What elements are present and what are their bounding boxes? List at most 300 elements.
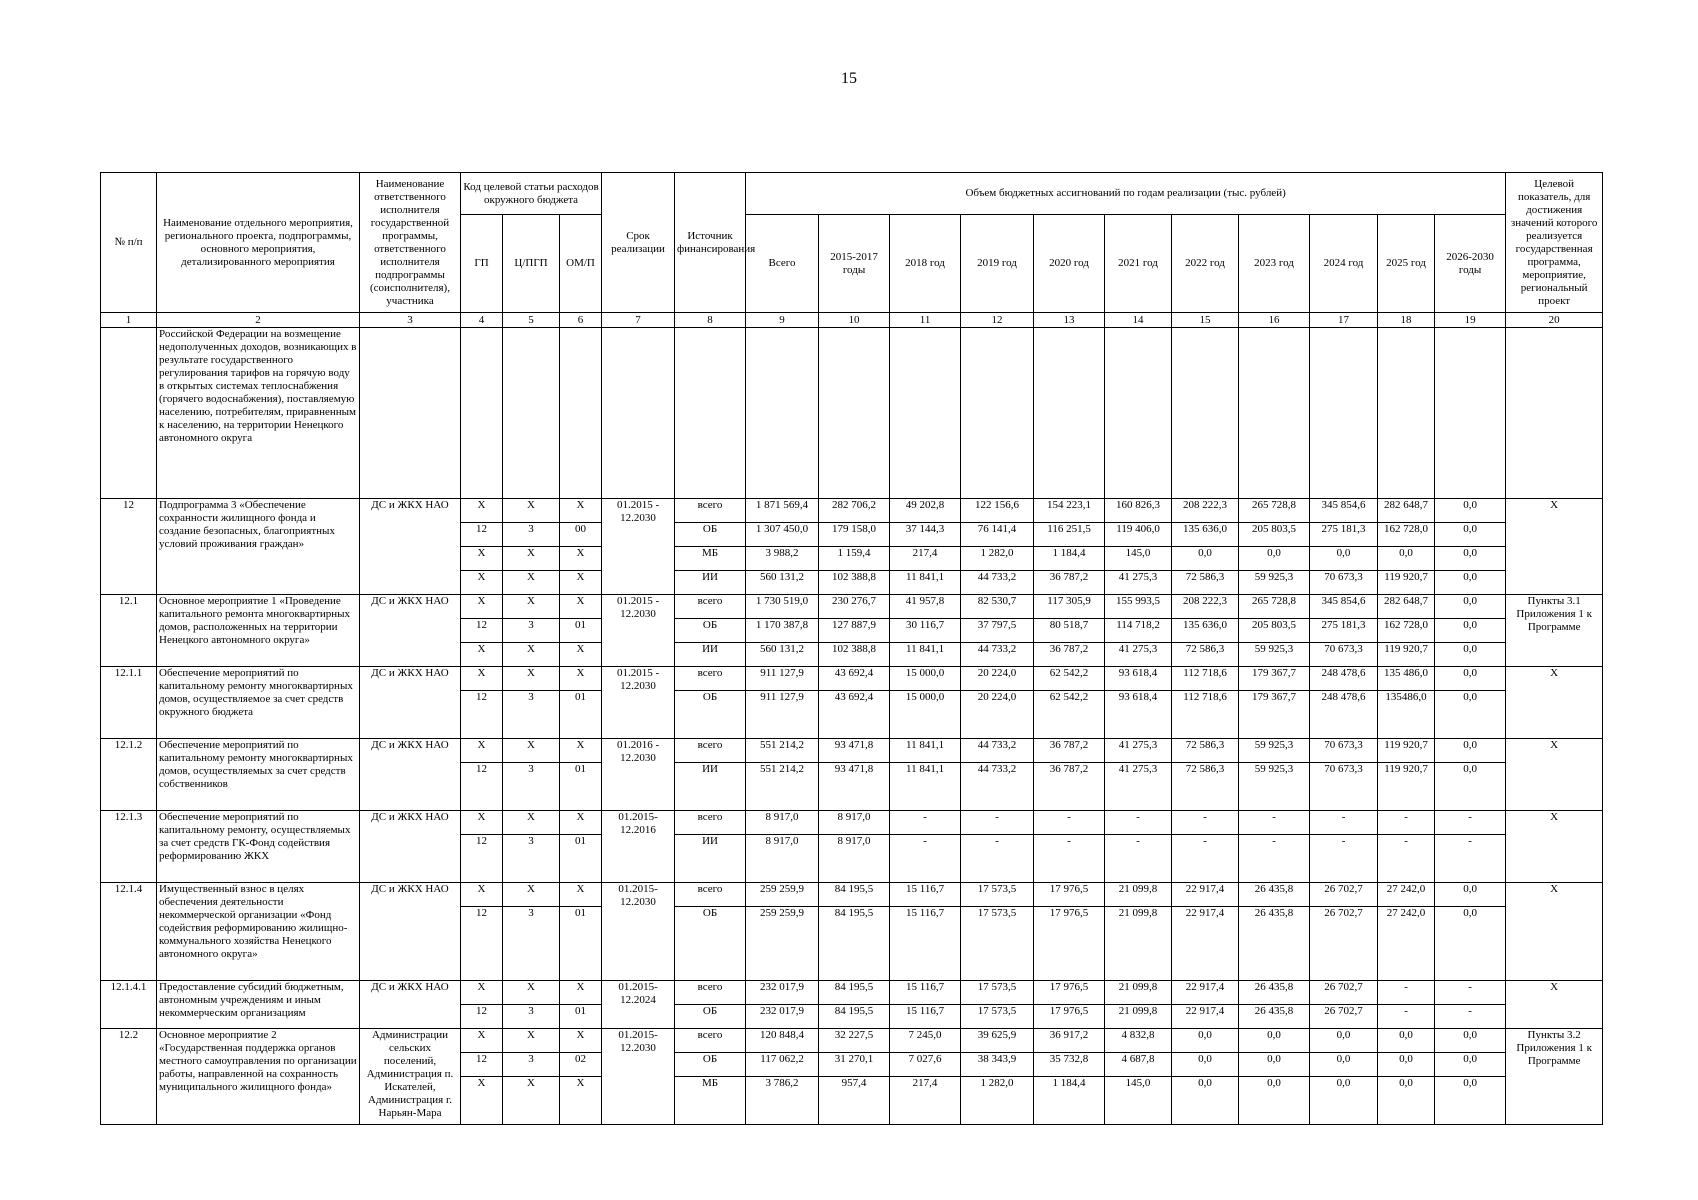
code-omp: Х <box>560 643 602 667</box>
target-indicator: Х <box>1506 499 1603 595</box>
budget-value: 1 184,4 <box>1034 1077 1105 1125</box>
budget-value: 911 127,9 <box>746 667 819 691</box>
budget-value: 0,0 <box>1239 1077 1310 1125</box>
budget-value: 0,0 <box>1435 883 1506 907</box>
table-row <box>101 811 1603 835</box>
budget-value: 93 471,8 <box>819 763 890 811</box>
budget-value: 127 887,9 <box>819 619 890 643</box>
funding-source: ОБ <box>675 523 746 547</box>
budget-value: 265 728,8 <box>1239 595 1310 619</box>
budget-value: - <box>1310 835 1378 883</box>
code-omp: Х <box>560 547 602 571</box>
activity-name: Основное мероприятие 2 «Государственная поддержка органов местного самоуправления по организации работы, направленной на сохранность муниципального жилищного фонда» <box>157 1029 360 1125</box>
row-number: 12.1.2 <box>101 739 157 811</box>
budget-value: 120 848,4 <box>746 1029 819 1053</box>
budget-value: 84 195,5 <box>819 907 890 981</box>
activity-name: Основное мероприятие 1 «Проведение капитального ремонта многоквартирных домов, расположенных на территории Ненецкого автономного округа» <box>157 595 360 667</box>
column-number: 3 <box>360 313 461 328</box>
target-indicator: Пункты 3.1 Приложения 1 к Программе <box>1506 595 1603 667</box>
budget-value: 162 728,0 <box>1378 523 1435 547</box>
budget-value: 0,0 <box>1310 1053 1378 1077</box>
code-cpgp: Х <box>503 1077 560 1125</box>
budget-value: 0,0 <box>1435 523 1506 547</box>
budget-value: 11 841,1 <box>890 571 961 595</box>
budget-value: 26 702,7 <box>1310 1005 1378 1029</box>
table-row <box>101 1029 1603 1053</box>
column-number: 5 <box>503 313 560 328</box>
budget-value: 36 787,2 <box>1034 643 1105 667</box>
budget-value: 179 158,0 <box>819 523 890 547</box>
budget-value: 22 917,4 <box>1172 981 1239 1005</box>
budget-value: 0,0 <box>1172 1077 1239 1125</box>
budget-value: 8 917,0 <box>746 811 819 835</box>
budget-value: 119 920,7 <box>1378 643 1435 667</box>
budget-value: 0,0 <box>1435 667 1506 691</box>
budget-value: 119 406,0 <box>1105 523 1172 547</box>
code-cpgp: 3 <box>503 691 560 739</box>
budget-value: 155 993,5 <box>1105 595 1172 619</box>
budget-value: 62 542,2 <box>1034 691 1105 739</box>
funding-source: ИИ <box>675 763 746 811</box>
budget-value: 17 976,5 <box>1034 907 1105 981</box>
budget-value: 205 803,5 <box>1239 523 1310 547</box>
code-gp: 12 <box>461 907 503 981</box>
budget-value: 43 692,4 <box>819 691 890 739</box>
activity-name: Обеспечение мероприятий по капитальному ремонту многоквартирных домов, осуществляемое за счет средств окружного бюджета <box>157 667 360 739</box>
budget-value: 179 367,7 <box>1239 691 1310 739</box>
budget-value: 0,0 <box>1239 1029 1310 1053</box>
column-number: 14 <box>1105 313 1172 328</box>
code-omp: Х <box>560 571 602 595</box>
funding-source: МБ <box>675 547 746 571</box>
budget-value: 26 435,8 <box>1239 907 1310 981</box>
budget-value: 1 871 569,4 <box>746 499 819 523</box>
header-executor: Наименование ответственного исполнителя государственной программы, ответственного исполнителя подпрограммы (соисполнителя), участника <box>360 173 461 313</box>
budget-value: - <box>1105 835 1172 883</box>
funding-source: ОБ <box>675 1053 746 1077</box>
table-body <box>101 313 1603 1125</box>
budget-value: 17 573,5 <box>961 907 1034 981</box>
executor-name: ДС и ЖКХ НАО <box>360 981 461 1029</box>
budget-value: 0,0 <box>1435 907 1506 981</box>
budget-value: - <box>961 835 1034 883</box>
budget-value: 15 116,7 <box>890 1005 961 1029</box>
budget-value: 551 214,2 <box>746 763 819 811</box>
budget-value: 0,0 <box>1435 643 1506 667</box>
code-cpgp: Х <box>503 981 560 1005</box>
budget-value: 37 797,5 <box>961 619 1034 643</box>
table-row <box>101 595 1603 619</box>
code-gp: Х <box>461 1029 503 1053</box>
budget-value: 36 787,2 <box>1034 763 1105 811</box>
code-cpgp: Х <box>503 811 560 835</box>
budget-value: 72 586,3 <box>1172 763 1239 811</box>
budget-value: - <box>961 811 1034 835</box>
budget-value: 232 017,9 <box>746 1005 819 1029</box>
activity-name: Подпрограмма 3 «Обеспечение сохранности жилищного фонда и создание безопасных, благоприятных условий проживания граждан» <box>157 499 360 595</box>
implementation-period: 01.2016 - 12.2030 <box>602 739 675 811</box>
budget-value: 27 242,0 <box>1378 907 1435 981</box>
code-omp: 02 <box>560 1053 602 1077</box>
budget-value: - <box>1239 835 1310 883</box>
activity-name: Имущественный взнос в целях обеспечения деятельности некоммерческой организации «Фонд содействия реформированию жилищно-коммунального хозяйства Ненецкого автономного округа» <box>157 883 360 981</box>
budget-value: 22 917,4 <box>1172 883 1239 907</box>
code-omp: Х <box>560 981 602 1005</box>
budget-value: 1 170 387,8 <box>746 619 819 643</box>
budget-value: 26 702,7 <box>1310 981 1378 1005</box>
code-omp: Х <box>560 1029 602 1053</box>
budget-value: 93 618,4 <box>1105 691 1172 739</box>
code-omp: Х <box>560 739 602 763</box>
target-indicator: Пункты 3.2 Приложения 1 к Программе <box>1506 1029 1603 1125</box>
budget-value: 41 275,3 <box>1105 571 1172 595</box>
implementation-period: 01.2015- 12.2016 <box>602 811 675 883</box>
code-gp: 12 <box>461 835 503 883</box>
budget-table <box>100 172 1603 1125</box>
row-number: 12.1.4 <box>101 883 157 981</box>
budget-value: 0,0 <box>1310 547 1378 571</box>
header-year: 2026-2030 годы <box>1435 215 1506 313</box>
code-gp: Х <box>461 643 503 667</box>
header-year: 2019 год <box>961 215 1034 313</box>
budget-value: 59 925,3 <box>1239 643 1310 667</box>
budget-value: 248 478,6 <box>1310 691 1378 739</box>
executor-name: ДС и ЖКХ НАО <box>360 811 461 883</box>
budget-value: 154 223,1 <box>1034 499 1105 523</box>
budget-value: 0,0 <box>1435 739 1506 763</box>
code-omp: 01 <box>560 691 602 739</box>
budget-value: 17 573,5 <box>961 1005 1034 1029</box>
budget-value: 17 976,5 <box>1034 981 1105 1005</box>
code-omp: 01 <box>560 619 602 643</box>
budget-value: 93 471,8 <box>819 739 890 763</box>
budget-value: 208 222,3 <box>1172 499 1239 523</box>
budget-value: 44 733,2 <box>961 739 1034 763</box>
executor-name: ДС и ЖКХ НАО <box>360 499 461 595</box>
budget-value: - <box>1105 811 1172 835</box>
budget-value: 1 307 450,0 <box>746 523 819 547</box>
code-gp: 12 <box>461 691 503 739</box>
budget-value: 27 242,0 <box>1378 883 1435 907</box>
column-number: 20 <box>1506 313 1603 328</box>
funding-source: ОБ <box>675 907 746 981</box>
budget-value: 1 159,4 <box>819 547 890 571</box>
code-gp: Х <box>461 739 503 763</box>
column-number: 9 <box>746 313 819 328</box>
code-cpgp: 3 <box>503 763 560 811</box>
table-row <box>101 499 1603 523</box>
header-period: Срок реализации <box>602 173 675 313</box>
implementation-period: 01.2015 - 12.2030 <box>602 667 675 739</box>
code-cpgp: 3 <box>503 1053 560 1077</box>
target-indicator: Х <box>1506 883 1603 981</box>
budget-value: 76 141,4 <box>961 523 1034 547</box>
budget-value: - <box>1172 811 1239 835</box>
header-source: Источник финансирования <box>675 173 746 313</box>
budget-value: 26 435,8 <box>1239 1005 1310 1029</box>
budget-value: 82 530,7 <box>961 595 1034 619</box>
page-number: 15 <box>841 70 857 87</box>
budget-value: 1 282,0 <box>961 547 1034 571</box>
continuation-row <box>101 328 1603 499</box>
code-gp: 12 <box>461 763 503 811</box>
budget-value: 0,0 <box>1239 1053 1310 1077</box>
budget-value: 3 786,2 <box>746 1077 819 1125</box>
budget-value: 117 305,9 <box>1034 595 1105 619</box>
budget-value: - <box>1239 811 1310 835</box>
funding-source: всего <box>675 499 746 523</box>
budget-value: 32 227,5 <box>819 1029 890 1053</box>
implementation-period: 01.2015- 12.2024 <box>602 981 675 1029</box>
budget-value: 17 573,5 <box>961 981 1034 1005</box>
budget-value: - <box>1310 811 1378 835</box>
budget-value: 20 224,0 <box>961 691 1034 739</box>
header-total: Всего <box>746 215 819 313</box>
budget-value: 21 099,8 <box>1105 981 1172 1005</box>
funding-source: ИИ <box>675 643 746 667</box>
table-row <box>101 667 1603 691</box>
budget-value: 119 920,7 <box>1378 763 1435 811</box>
executor-name: ДС и ЖКХ НАО <box>360 667 461 739</box>
activity-name: Обеспечение мероприятий по капитальному ремонту многоквартирных домов, осуществляемых за счет средств собственников <box>157 739 360 811</box>
column-number: 10 <box>819 313 890 328</box>
funding-source: всего <box>675 667 746 691</box>
budget-value: 232 017,9 <box>746 981 819 1005</box>
code-cpgp: Х <box>503 667 560 691</box>
row-number: 12.1.4.1 <box>101 981 157 1029</box>
budget-value: 59 925,3 <box>1239 739 1310 763</box>
row-number: 12.1 <box>101 595 157 667</box>
budget-value: 112 718,6 <box>1172 691 1239 739</box>
budget-value: 41 957,8 <box>890 595 961 619</box>
funding-source: ИИ <box>675 835 746 883</box>
header-name: Наименование отдельного мероприятия, регионального проекта, подпрограммы, основного мероприятия, детализированного мероприятия <box>157 173 360 313</box>
budget-value: 8 917,0 <box>819 835 890 883</box>
budget-value: 116 251,5 <box>1034 523 1105 547</box>
target-indicator: Х <box>1506 811 1603 883</box>
code-gp: Х <box>461 499 503 523</box>
funding-source: всего <box>675 883 746 907</box>
budget-value: 72 586,3 <box>1172 643 1239 667</box>
activity-name: Предоставление субсидий бюджетным, автономным учреждениям и иным некоммерческим организациям <box>157 981 360 1029</box>
budget-value: 44 733,2 <box>961 763 1034 811</box>
budget-value: 0,0 <box>1378 1077 1435 1125</box>
budget-value: 114 718,2 <box>1105 619 1172 643</box>
budget-value: 70 673,3 <box>1310 643 1378 667</box>
budget-value: 26 702,7 <box>1310 907 1378 981</box>
budget-value: 70 673,3 <box>1310 763 1378 811</box>
budget-value: 93 618,4 <box>1105 667 1172 691</box>
header-volume-group: Объем бюджетных ассигнований по годам реализации (тыс. рублей) <box>746 173 1506 215</box>
budget-value: 8 917,0 <box>819 811 890 835</box>
continuation-name: Российской Федерации на возмещение недополученных доходов, возникающих в результате государственного регулирования тарифов на горячую воду в открытых системах теплоснабжения (горячего водоснабжения), поставляемую населению, потребителям, приравненным к населению, на территории Ненецкого автономного округа <box>157 328 360 499</box>
budget-value: 38 343,9 <box>961 1053 1034 1077</box>
column-number: 15 <box>1172 313 1239 328</box>
budget-value: 135 636,0 <box>1172 523 1239 547</box>
row-number: 12.1.1 <box>101 667 157 739</box>
funding-source: всего <box>675 1029 746 1053</box>
code-omp: 00 <box>560 523 602 547</box>
budget-value: 282 648,7 <box>1378 595 1435 619</box>
budget-value: 22 917,4 <box>1172 907 1239 981</box>
code-cpgp: Х <box>503 499 560 523</box>
implementation-period: 01.2015 - 12.2030 <box>602 499 675 595</box>
budget-value: 11 841,1 <box>890 739 961 763</box>
code-gp: Х <box>461 1077 503 1125</box>
code-gp: 12 <box>461 1005 503 1029</box>
table-row <box>101 883 1603 907</box>
code-cpgp: 3 <box>503 523 560 547</box>
budget-value: 0,0 <box>1435 1077 1506 1125</box>
budget-value: 259 259,9 <box>746 883 819 907</box>
budget-value: 117 062,2 <box>746 1053 819 1077</box>
budget-value: 162 728,0 <box>1378 619 1435 643</box>
code-omp: 01 <box>560 907 602 981</box>
budget-value: 265 728,8 <box>1239 499 1310 523</box>
budget-value: 44 733,2 <box>961 571 1034 595</box>
budget-value: 35 732,8 <box>1034 1053 1105 1077</box>
budget-value: - <box>1378 835 1435 883</box>
funding-source: МБ <box>675 1077 746 1125</box>
funding-source: всего <box>675 981 746 1005</box>
header-year: 2022 год <box>1172 215 1239 313</box>
budget-value: 0,0 <box>1172 547 1239 571</box>
budget-value: 31 270,1 <box>819 1053 890 1077</box>
code-omp: 01 <box>560 763 602 811</box>
budget-value: 0,0 <box>1378 1053 1435 1077</box>
budget-value: 0,0 <box>1435 499 1506 523</box>
column-number: 12 <box>961 313 1034 328</box>
budget-value: 41 275,3 <box>1105 739 1172 763</box>
budget-value: - <box>1435 981 1506 1005</box>
budget-value: 15 116,7 <box>890 883 961 907</box>
budget-value: 102 388,8 <box>819 643 890 667</box>
column-number: 17 <box>1310 313 1378 328</box>
budget-value: - <box>1378 981 1435 1005</box>
budget-value: 275 181,3 <box>1310 619 1378 643</box>
code-gp: 12 <box>461 1053 503 1077</box>
budget-value: 0,0 <box>1435 763 1506 811</box>
budget-value: 72 586,3 <box>1172 571 1239 595</box>
budget-value: 0,0 <box>1435 547 1506 571</box>
budget-value: - <box>1378 1005 1435 1029</box>
budget-value: 84 195,5 <box>819 883 890 907</box>
code-gp: 12 <box>461 619 503 643</box>
budget-value: 282 706,2 <box>819 499 890 523</box>
activity-name: Обеспечение мероприятий по капитальному ремонту, осуществляемых за счет средств ГК-Фонд содействия реформированию ЖКХ <box>157 811 360 883</box>
budget-value: 1 282,0 <box>961 1077 1034 1125</box>
budget-value: 135 636,0 <box>1172 619 1239 643</box>
code-cpgp: 3 <box>503 1005 560 1029</box>
budget-value: 41 275,3 <box>1105 763 1172 811</box>
header-omp: ОМ/П <box>560 215 602 313</box>
budget-value: 11 841,1 <box>890 643 961 667</box>
column-number: 13 <box>1034 313 1105 328</box>
budget-value: 4 687,8 <box>1105 1053 1172 1077</box>
column-number: 11 <box>890 313 961 328</box>
table-row <box>101 981 1603 1005</box>
budget-value: 43 692,4 <box>819 667 890 691</box>
budget-value: 7 245,0 <box>890 1029 961 1053</box>
budget-value: 0,0 <box>1172 1053 1239 1077</box>
budget-value: 59 925,3 <box>1239 571 1310 595</box>
funding-source: всего <box>675 811 746 835</box>
header-gp: ГП <box>461 215 503 313</box>
column-number: 2 <box>157 313 360 328</box>
budget-value: 84 195,5 <box>819 1005 890 1029</box>
budget-value: 3 988,2 <box>746 547 819 571</box>
column-number: 1 <box>101 313 157 328</box>
budget-value: 119 920,7 <box>1378 739 1435 763</box>
budget-value: - <box>1034 811 1105 835</box>
budget-value: 4 832,8 <box>1105 1029 1172 1053</box>
budget-value: 0,0 <box>1435 571 1506 595</box>
funding-source: всего <box>675 739 746 763</box>
budget-value: 145,0 <box>1105 547 1172 571</box>
funding-source: ОБ <box>675 1005 746 1029</box>
budget-value: 345 854,6 <box>1310 595 1378 619</box>
budget-value: 39 625,9 <box>961 1029 1034 1053</box>
budget-value: 8 917,0 <box>746 835 819 883</box>
header-cpgp: Ц/ПГП <box>503 215 560 313</box>
budget-value: 44 733,2 <box>961 643 1034 667</box>
budget-value: 26 435,8 <box>1239 883 1310 907</box>
header-no: № п/п <box>101 173 157 313</box>
budget-value: 0,0 <box>1435 691 1506 739</box>
code-omp: Х <box>560 811 602 835</box>
header-year: 2020 год <box>1034 215 1105 313</box>
code-gp: Х <box>461 981 503 1005</box>
budget-value: 80 518,7 <box>1034 619 1105 643</box>
table-header <box>101 173 1603 313</box>
header-target: Целевой показатель, для достижения значений которого реализуется государственная программа, мероприятие, региональный проект <box>1506 173 1603 313</box>
budget-value: - <box>1034 835 1105 883</box>
column-number: 19 <box>1435 313 1506 328</box>
target-indicator: Х <box>1506 667 1603 739</box>
header-year: 2024 год <box>1310 215 1378 313</box>
budget-value: 11 841,1 <box>890 763 961 811</box>
budget-value: 217,4 <box>890 547 961 571</box>
budget-value: 15 000,0 <box>890 691 961 739</box>
budget-value: 112 718,6 <box>1172 667 1239 691</box>
budget-value: - <box>890 835 961 883</box>
budget-value: 275 181,3 <box>1310 523 1378 547</box>
budget-value: 21 099,8 <box>1105 883 1172 907</box>
budget-value: 15 116,7 <box>890 907 961 981</box>
code-cpgp: Х <box>503 883 560 907</box>
code-cpgp: Х <box>503 595 560 619</box>
budget-value: 17 976,5 <box>1034 883 1105 907</box>
code-cpgp: 3 <box>503 619 560 643</box>
header-year: 2015-2017 годы <box>819 215 890 313</box>
code-gp: Х <box>461 667 503 691</box>
budget-value: - <box>1435 835 1506 883</box>
code-cpgp: Х <box>503 571 560 595</box>
budget-value: 208 222,3 <box>1172 595 1239 619</box>
budget-value: 17 573,5 <box>961 883 1034 907</box>
budget-value: 160 826,3 <box>1105 499 1172 523</box>
column-number: 7 <box>602 313 675 328</box>
budget-value: 26 702,7 <box>1310 883 1378 907</box>
budget-value: 135486,0 <box>1378 691 1435 739</box>
budget-value: 70 673,3 <box>1310 571 1378 595</box>
budget-value: 119 920,7 <box>1378 571 1435 595</box>
funding-source: ИИ <box>675 571 746 595</box>
implementation-period: 01.2015 - 12.2030 <box>602 595 675 667</box>
executor-name: ДС и ЖКХ НАО <box>360 739 461 811</box>
budget-value: 20 224,0 <box>961 667 1034 691</box>
budget-value: 145,0 <box>1105 1077 1172 1125</box>
